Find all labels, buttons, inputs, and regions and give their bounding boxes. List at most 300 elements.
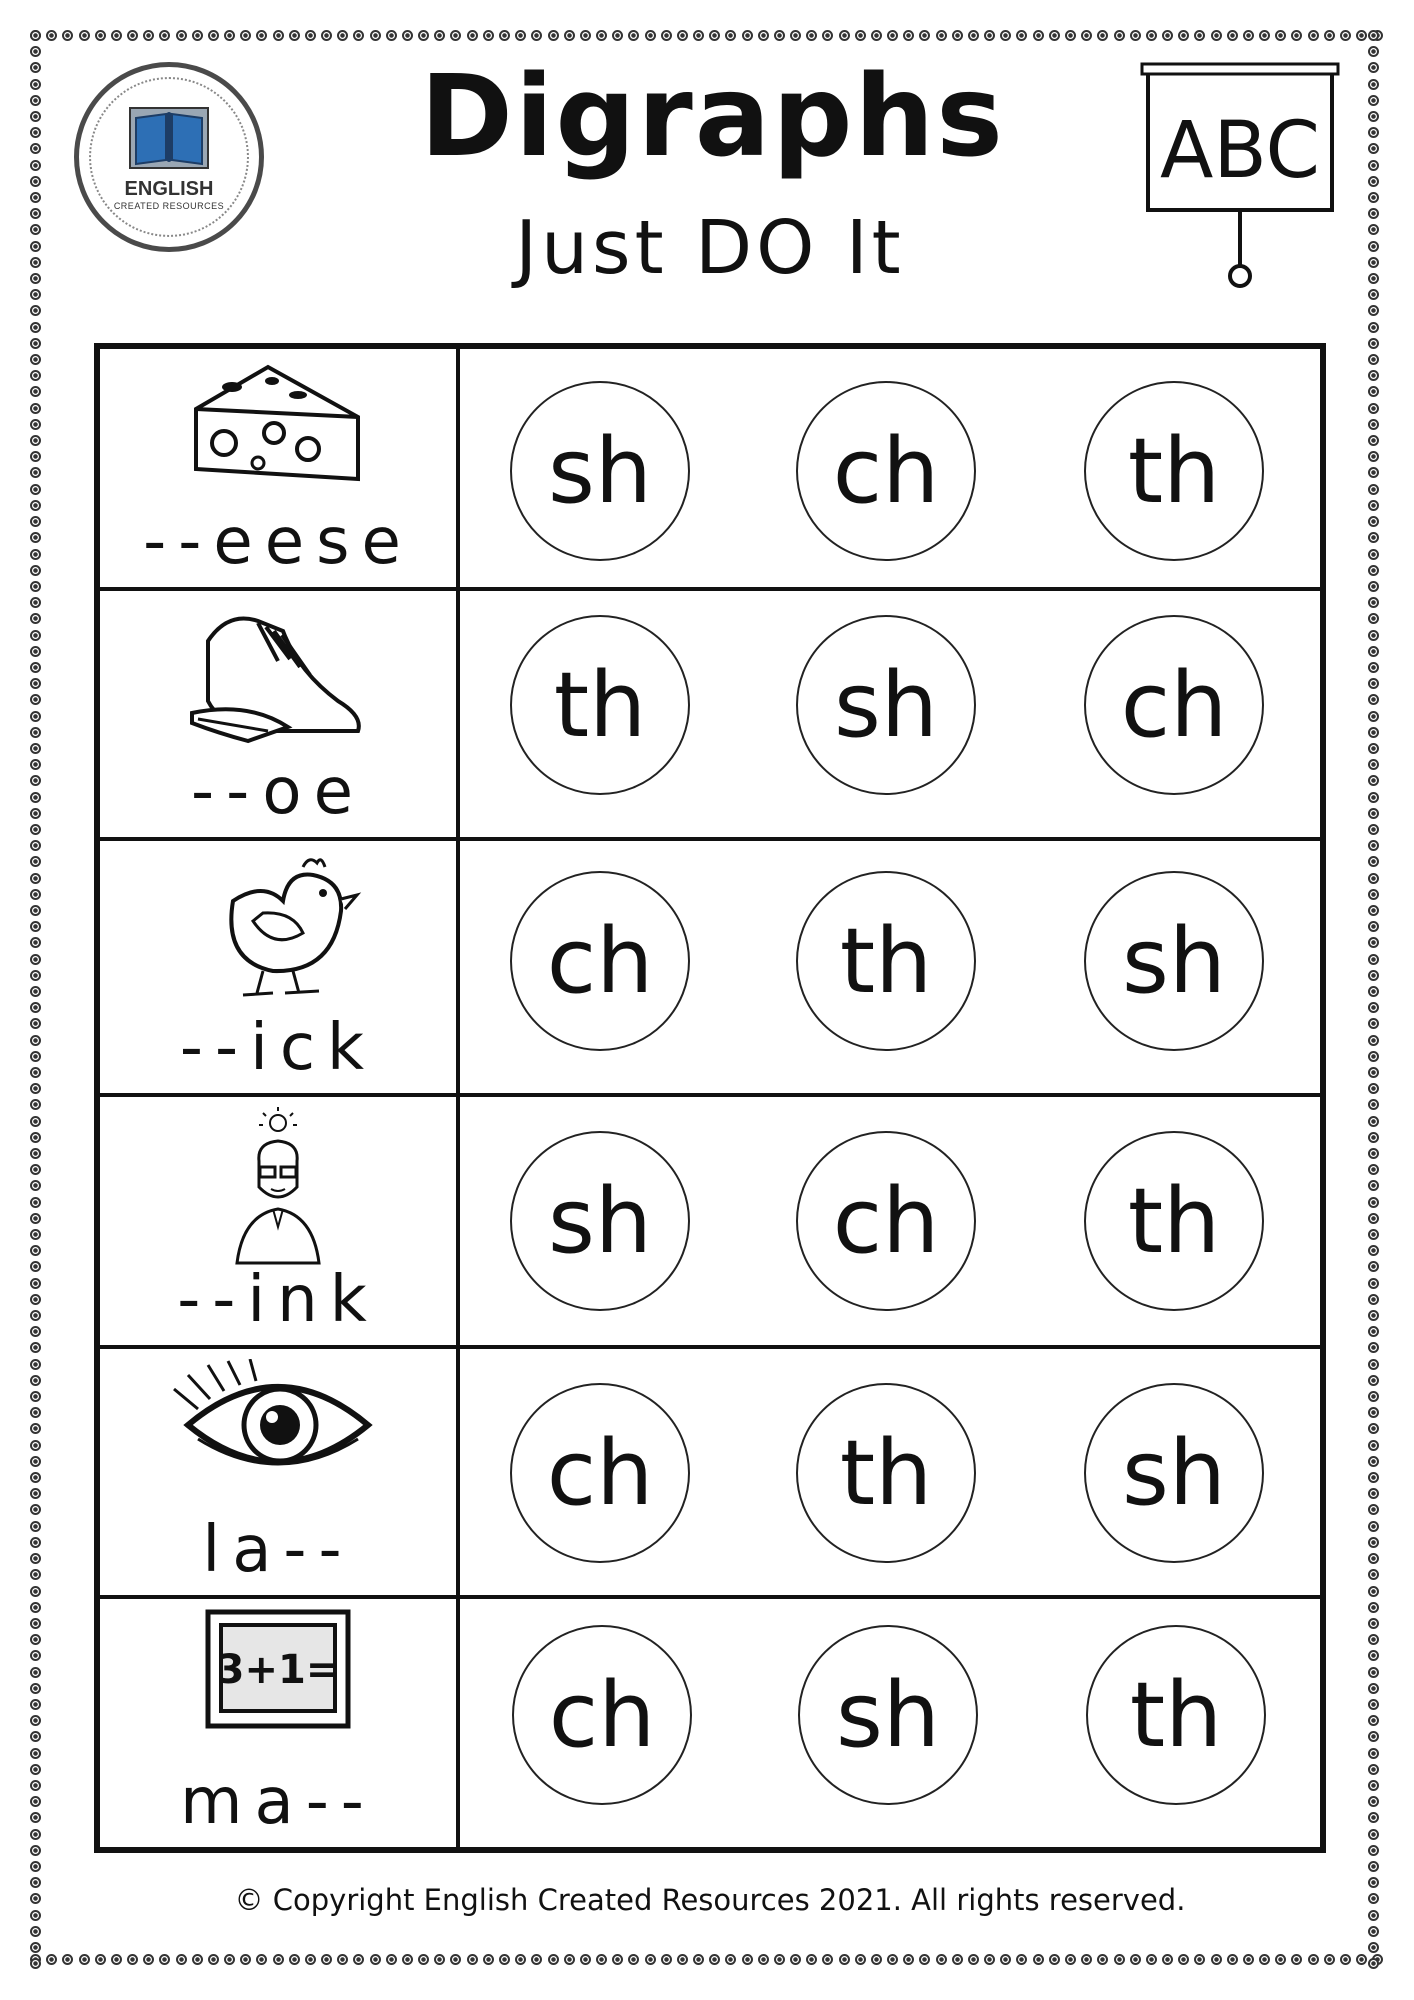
border-dot (273, 1954, 284, 1965)
border-dot (30, 1278, 41, 1289)
border-dot (1368, 921, 1379, 932)
border-dot (596, 1954, 607, 1965)
border-dot (30, 1926, 41, 1937)
border-dot (1368, 1099, 1379, 1110)
border-dot (30, 873, 41, 884)
border-dot (1368, 484, 1379, 495)
digraph-choice[interactable]: ch (510, 1383, 690, 1563)
border-dot (1368, 305, 1379, 316)
digraph-choice[interactable]: th (796, 871, 976, 1051)
border-dot (580, 1954, 591, 1965)
border-dot (1368, 1958, 1379, 1969)
border-dot (1368, 1569, 1379, 1580)
choice-group (460, 591, 1320, 837)
border-dot (1368, 79, 1379, 90)
border-dot (30, 889, 41, 900)
border-dot (1368, 111, 1379, 122)
border-dot (30, 1569, 41, 1580)
border-dot (1368, 840, 1379, 851)
border-dot (1130, 30, 1141, 41)
border-dot (30, 289, 41, 300)
border-dot (483, 30, 494, 41)
border-dot (30, 403, 41, 414)
border-dot (30, 1731, 41, 1742)
border-dot (95, 30, 106, 41)
border-dot (1259, 1954, 1270, 1965)
digraph-choice[interactable]: ch (510, 871, 690, 1051)
border-dot (353, 1954, 364, 1965)
border-dot (30, 937, 41, 948)
digraph-choice[interactable]: sh (798, 1625, 978, 1805)
border-dot (30, 1342, 41, 1353)
border-dot (30, 1602, 41, 1613)
border-dot (1368, 257, 1379, 268)
border-dot (1368, 727, 1379, 738)
border-dot (30, 1699, 41, 1710)
border-dot (548, 30, 559, 41)
border-dot (1114, 30, 1125, 41)
border-dot (1368, 1310, 1379, 1321)
border-dot (1368, 905, 1379, 916)
border-dot (127, 1954, 138, 1965)
border-dot (30, 79, 41, 90)
border-dot (30, 1634, 41, 1645)
border-dot (1016, 30, 1027, 41)
border-dot (1368, 792, 1379, 803)
word-prompt: --ink (177, 1263, 379, 1337)
worksheet-row (100, 349, 1320, 591)
copyright-text: © Copyright English Created Resources 2021. All rights reserved. (234, 1883, 1186, 1917)
border-dot (402, 30, 413, 41)
border-dot (450, 1954, 461, 1965)
border-dot (30, 1472, 41, 1483)
border-dot (30, 1375, 41, 1386)
border-dot (467, 30, 478, 41)
border-dot (1368, 1812, 1379, 1823)
border-dot (30, 467, 41, 478)
picture-cell (100, 1599, 460, 1847)
border-dot (30, 305, 41, 316)
border-dot (95, 1954, 106, 1965)
border-dot (240, 1954, 251, 1965)
border-dot (984, 30, 995, 41)
border-dot (1368, 1359, 1379, 1370)
border-dot (30, 322, 41, 333)
border-dot (758, 30, 769, 41)
border-dot (1000, 30, 1011, 41)
border-dot (30, 451, 41, 462)
border-dot (1368, 1764, 1379, 1775)
border-dot (30, 1099, 41, 1110)
border-dot (1368, 289, 1379, 300)
border-dot (467, 1954, 478, 1965)
border-dot (1368, 532, 1379, 543)
picture-cell (100, 1349, 460, 1595)
border-dot (30, 30, 41, 41)
logo-word: ENGLISH (124, 177, 214, 200)
border-dot (1000, 1954, 1011, 1965)
border-dot (903, 1954, 914, 1965)
digraph-choice[interactable]: ch (512, 1625, 692, 1805)
border-dot (548, 1954, 559, 1965)
border-dot (1291, 30, 1302, 41)
border-dot (1033, 1954, 1044, 1965)
border-dot (208, 30, 219, 41)
border-dot (1368, 1586, 1379, 1597)
border-dot (30, 1245, 41, 1256)
border-dot (1368, 1683, 1379, 1694)
border-dot (515, 30, 526, 41)
digraph-choice[interactable]: th (796, 1383, 976, 1563)
border-dot (628, 30, 639, 41)
border-dot (418, 1954, 429, 1965)
border-dot (661, 30, 672, 41)
border-dot (1308, 30, 1319, 41)
border-dot (822, 30, 833, 41)
border-dot (887, 30, 898, 41)
border-dot (111, 30, 122, 41)
border-dot (30, 581, 41, 592)
border-dot (1368, 1326, 1379, 1337)
border-dot (30, 824, 41, 835)
border-dot (240, 30, 251, 41)
border-dot (1368, 759, 1379, 770)
border-dot (370, 30, 381, 41)
border-dot (30, 1002, 41, 1013)
border-dot (1368, 954, 1379, 965)
border-dot (1368, 1407, 1379, 1418)
border-dot (1368, 549, 1379, 560)
border-dot (968, 30, 979, 41)
border-dot (337, 30, 348, 41)
border-dot (30, 532, 41, 543)
border-dot (30, 1504, 41, 1515)
border-dot (30, 1083, 41, 1094)
border-dot (1065, 30, 1076, 41)
border-dot (1368, 581, 1379, 592)
border-dot (1368, 1472, 1379, 1483)
border-dot (1368, 403, 1379, 414)
digraph-choice[interactable]: th (510, 615, 690, 795)
worksheet-row (100, 841, 1320, 1097)
border-dot (1081, 30, 1092, 41)
border-dot (1368, 1083, 1379, 1094)
border-dot (46, 30, 57, 41)
border-dot (1368, 419, 1379, 430)
border-dot (159, 30, 170, 41)
border-dot (919, 30, 930, 41)
border-dot (30, 613, 41, 624)
border-dot (30, 1553, 41, 1564)
border-dot (1368, 95, 1379, 106)
border-dot (1368, 370, 1379, 381)
border-dot (30, 192, 41, 203)
border-dot (1368, 1002, 1379, 1013)
border-dot (30, 1958, 41, 1969)
border-dot (30, 208, 41, 219)
border-dot (1368, 808, 1379, 819)
border-dot (1016, 1954, 1027, 1965)
border-dot (1368, 1294, 1379, 1305)
border-dot (1368, 1067, 1379, 1078)
border-dot (30, 597, 41, 608)
border-dot (645, 30, 656, 41)
publisher-logo (74, 62, 264, 252)
border-dot (1178, 1954, 1189, 1965)
thinking-man-icon (233, 1107, 323, 1267)
picture-cell (100, 1097, 460, 1345)
border-dot (1049, 30, 1060, 41)
border-dot (677, 30, 688, 41)
border-dot (1368, 1164, 1379, 1175)
border-dot (224, 1954, 235, 1965)
border-dot (1368, 1278, 1379, 1289)
border-dot (1368, 1829, 1379, 1840)
border-dot (30, 1910, 41, 1921)
border-dot (661, 1954, 672, 1965)
border-dot (1368, 208, 1379, 219)
border-dot (1368, 856, 1379, 867)
border-dot (1097, 30, 1108, 41)
border-dot (30, 224, 41, 235)
border-dot (30, 549, 41, 560)
border-dot (30, 1942, 41, 1953)
border-dot (30, 127, 41, 138)
border-dot (30, 1067, 41, 1078)
border-dot (1368, 1342, 1379, 1353)
border-dot (1194, 30, 1205, 41)
border-dot (1368, 1391, 1379, 1402)
border-dot (1162, 30, 1173, 41)
border-dot (1368, 1245, 1379, 1256)
border-dot (1243, 1954, 1254, 1965)
border-dot (1146, 30, 1157, 41)
border-dot (30, 176, 41, 187)
border-dot (1368, 970, 1379, 981)
border-dot (790, 1954, 801, 1965)
border-dot (596, 30, 607, 41)
border-dot (30, 419, 41, 430)
border-dot (1368, 386, 1379, 397)
border-dot (1033, 30, 1044, 41)
border-dot (30, 1683, 41, 1694)
border-dot (256, 30, 267, 41)
border-dot (871, 1954, 882, 1965)
border-dot (143, 1954, 154, 1965)
border-dot (1368, 1148, 1379, 1159)
border-dot (30, 775, 41, 786)
border-dot (1368, 694, 1379, 705)
word-prompt: ma-- (180, 1765, 376, 1839)
border-dot (1368, 1261, 1379, 1272)
digraph-choice[interactable]: sh (1084, 871, 1264, 1051)
border-dot (30, 630, 41, 641)
border-dot (30, 1812, 41, 1823)
border-dot (30, 484, 41, 495)
digraph-choice[interactable]: sh (1084, 1383, 1264, 1563)
border-dot (289, 30, 300, 41)
border-dot (887, 1954, 898, 1965)
border-dot (1368, 1440, 1379, 1451)
border-dot (30, 711, 41, 722)
border-dot (30, 954, 41, 965)
border-dot (1146, 1954, 1157, 1965)
digraph-choice[interactable]: ch (796, 381, 976, 561)
border-dot (1368, 646, 1379, 657)
border-dot (1368, 1667, 1379, 1678)
digraph-choice[interactable]: ch (796, 1131, 976, 1311)
border-dot (30, 565, 41, 576)
border-dot (984, 1954, 995, 1965)
border-dot (1324, 30, 1335, 41)
border-dot (1368, 1229, 1379, 1240)
border-dot (1368, 824, 1379, 835)
digraph-choice[interactable]: th (1084, 1131, 1264, 1311)
border-dot (1368, 1537, 1379, 1548)
border-dot (1114, 1954, 1125, 1965)
border-dot (30, 273, 41, 284)
border-dot (30, 1440, 41, 1451)
worksheet-row (100, 591, 1320, 841)
digraph-choice[interactable]: th (1084, 381, 1264, 561)
border-dot (1211, 30, 1222, 41)
border-dot (30, 95, 41, 106)
choice-group (460, 349, 1320, 587)
border-dot (30, 1780, 41, 1791)
picture-cell (100, 349, 460, 587)
word-prompt: --ick (179, 1011, 377, 1085)
border-dot (1368, 1861, 1379, 1872)
border-dot (1368, 743, 1379, 754)
border-dot (30, 1796, 41, 1807)
border-dot (402, 1954, 413, 1965)
page-title: Digraphs (420, 52, 1005, 182)
border-dot (1368, 711, 1379, 722)
border-dot (1368, 1796, 1379, 1807)
border-dot (370, 1954, 381, 1965)
border-dot (30, 1764, 41, 1775)
border-dot (936, 1954, 947, 1965)
border-dot (515, 1954, 526, 1965)
border-dot (1368, 597, 1379, 608)
border-dot (1368, 1456, 1379, 1467)
border-dot (839, 1954, 850, 1965)
border-dot (1368, 1634, 1379, 1645)
border-dot (1368, 322, 1379, 333)
border-dot (1368, 30, 1379, 41)
abc-board-icon (1140, 62, 1340, 292)
border-dot (1368, 678, 1379, 689)
border-dot (143, 30, 154, 41)
border-dot (192, 1954, 203, 1965)
border-dot (386, 30, 397, 41)
border-dot (612, 30, 623, 41)
border-dot (1368, 500, 1379, 511)
worksheet-row (100, 1599, 1320, 1847)
border-dot (1368, 1488, 1379, 1499)
digraph-choice[interactable]: sh (510, 381, 690, 561)
border-dot (564, 30, 575, 41)
border-dot (30, 241, 41, 252)
border-dot (1178, 30, 1189, 41)
eye-lash-icon (168, 1359, 388, 1489)
border-dot (1340, 30, 1351, 41)
border-dot (46, 1954, 57, 1965)
picture-cell (100, 591, 460, 837)
border-dot (774, 30, 785, 41)
border-dot (30, 1423, 41, 1434)
border-dot (1368, 873, 1379, 884)
border-dot (30, 759, 41, 770)
border-dot (968, 1954, 979, 1965)
border-dot (1368, 1877, 1379, 1888)
border-dot (30, 1391, 41, 1402)
border-dot (1368, 1504, 1379, 1515)
border-dot (30, 1359, 41, 1370)
book-icon (126, 104, 212, 174)
border-dot (353, 30, 364, 41)
digraph-choice[interactable]: th (1086, 1625, 1266, 1805)
border-dot (1275, 30, 1286, 41)
border-dot (709, 30, 720, 41)
border-dot (30, 1893, 41, 1904)
picture-cell (100, 841, 460, 1093)
border-dot (1368, 630, 1379, 641)
border-dot (742, 30, 753, 41)
border-dot (1368, 1699, 1379, 1710)
border-dot (208, 1954, 219, 1965)
border-dot (1368, 1132, 1379, 1143)
choice-group (460, 841, 1320, 1093)
choice-group (460, 1097, 1320, 1345)
border-dot (1368, 273, 1379, 284)
border-dot (822, 1954, 833, 1965)
border-dot (742, 1954, 753, 1965)
border-dot (30, 354, 41, 365)
border-dot (1368, 516, 1379, 527)
border-dot (725, 1954, 736, 1965)
digraph-choice[interactable]: ch (1084, 615, 1264, 795)
border-dot (30, 1180, 41, 1191)
border-dot (176, 1954, 187, 1965)
border-dot (1368, 1910, 1379, 1921)
border-dot (1368, 613, 1379, 624)
border-dot (30, 1132, 41, 1143)
border-dot (1368, 937, 1379, 948)
border-dot (903, 30, 914, 41)
border-dot (30, 1650, 41, 1661)
border-dot (1368, 1845, 1379, 1856)
board-text: ABC (1160, 106, 1320, 196)
border-dot (871, 30, 882, 41)
digraph-choice[interactable]: sh (796, 615, 976, 795)
border-dot (62, 1954, 73, 1965)
border-dot (1368, 1197, 1379, 1208)
border-dot (1368, 435, 1379, 446)
border-dot (1368, 1423, 1379, 1434)
border-dot (30, 338, 41, 349)
border-dot (127, 30, 138, 41)
word-prompt: la-- (202, 1513, 354, 1587)
border-dot (758, 1954, 769, 1965)
word-prompt: --oe (191, 755, 365, 829)
digraph-choice[interactable]: sh (510, 1131, 690, 1311)
border-dot (1368, 1715, 1379, 1726)
border-dot (1340, 1954, 1351, 1965)
choice-group (460, 1599, 1320, 1847)
border-dot (1368, 1018, 1379, 1029)
border-dot (30, 1213, 41, 1224)
